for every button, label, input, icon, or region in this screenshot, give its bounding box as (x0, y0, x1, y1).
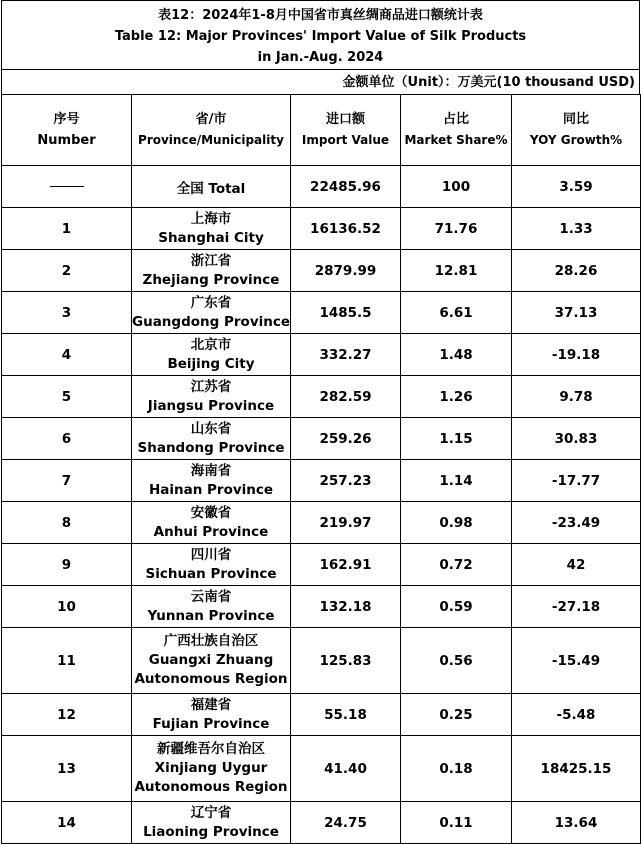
row-growth: 42 (512, 544, 641, 586)
province-en: Liaoning Province (143, 823, 279, 840)
row-import: 41.40 (291, 736, 401, 802)
table-row (2, 802, 641, 844)
row-number: 1 (2, 208, 132, 250)
province-en: Anhui Province (153, 523, 269, 540)
table-row (2, 628, 641, 694)
table-row (2, 460, 641, 502)
row-number: 2 (2, 250, 132, 292)
row-number: 7 (2, 460, 132, 502)
dash-mark (50, 186, 84, 187)
province-cn: 辽宁省 (190, 804, 232, 821)
province-en: Guangdong Province (132, 313, 291, 330)
province-cn: 广西壮族自治区 (163, 633, 259, 649)
province-cn: 云南省 (190, 588, 232, 605)
header-row (2, 95, 641, 166)
table-row (2, 250, 641, 292)
header-province-en: Province/Municipality (138, 133, 284, 147)
row-province (132, 586, 291, 628)
row-share: 1.15 (401, 418, 512, 460)
row-province (132, 250, 291, 292)
header-number-cn: 序号 (53, 112, 80, 127)
row-import: 125.83 (291, 628, 401, 694)
table-row (2, 736, 641, 802)
row-province (132, 376, 291, 418)
row-number: 3 (2, 292, 132, 334)
province-cn: 四川省 (190, 546, 232, 563)
row-share: 1.26 (401, 376, 512, 418)
province-en: Zhejiang Province (142, 271, 280, 288)
header-province-cn: 省/市 (195, 112, 227, 127)
row-share: 0.18 (401, 736, 512, 802)
province-cn: 山东省 (190, 420, 232, 437)
row-growth: 18425.15 (512, 736, 641, 802)
row-import: 55.18 (291, 694, 401, 736)
province-cn: 福建省 (190, 696, 232, 713)
row-growth: -27.18 (512, 586, 641, 628)
row-number: 12 (2, 694, 132, 736)
header-share-en: Market Share% (404, 133, 508, 147)
province-en: Yunnan Province (147, 607, 275, 624)
row-growth: -17.77 (512, 460, 641, 502)
row-number: 10 (2, 586, 132, 628)
row-province (132, 544, 291, 586)
row-province (132, 502, 291, 544)
province-en: Shandong Province (137, 439, 285, 456)
row-import: 16136.52 (291, 208, 401, 250)
row-province (132, 694, 291, 736)
row-growth: 30.83 (512, 418, 641, 460)
title-cn: 表12：2024年1-8月中国省市真丝绸商品进口额统计表 (158, 8, 483, 23)
province-cn: 新疆维吾尔自治区 (157, 741, 265, 757)
row-growth: -23.49 (512, 502, 641, 544)
province-en-line2: Autonomous Region (134, 779, 288, 795)
province-en: Guangxi Zhuang (148, 652, 274, 668)
row-number: 13 (2, 736, 132, 802)
row-share: 0.59 (401, 586, 512, 628)
header-import-en: Import Value (301, 133, 390, 147)
row-import: 132.18 (291, 586, 401, 628)
row-province (132, 292, 291, 334)
row-import: 259.26 (291, 418, 401, 460)
header-share-cn: 占比 (442, 112, 469, 127)
row-province (132, 628, 291, 694)
province-en: Hainan Province (148, 481, 274, 498)
row-growth: 1.33 (512, 208, 641, 250)
row-share: 6.61 (401, 292, 512, 334)
province-cn: 海南省 (190, 462, 232, 479)
total-row (2, 166, 641, 208)
row-number: 5 (2, 376, 132, 418)
total-import: 22485.96 (291, 166, 401, 208)
total-growth: 3.59 (512, 166, 641, 208)
row-share: 1.48 (401, 334, 512, 376)
total-share: 100 (401, 166, 512, 208)
table-row (2, 292, 641, 334)
row-province (132, 208, 291, 250)
row-import: 257.23 (291, 460, 401, 502)
header-number-en: Number (37, 133, 96, 148)
silk-import-table-sheet (1, 0, 640, 844)
row-growth: 13.64 (512, 802, 641, 844)
table-row (2, 334, 641, 376)
row-share: 71.76 (401, 208, 512, 250)
row-number: 8 (2, 502, 132, 544)
row-number: 9 (2, 544, 132, 586)
province-en: Sichuan Province (145, 565, 277, 582)
province-en: Shanghai City (158, 229, 264, 246)
row-import: 2879.99 (291, 250, 401, 292)
row-growth: -15.49 (512, 628, 641, 694)
row-growth: 28.26 (512, 250, 641, 292)
province-cn: 江苏省 (190, 378, 232, 395)
row-number: 14 (2, 802, 132, 844)
data-table (1, 94, 641, 844)
row-province (132, 418, 291, 460)
province-en: Jiangsu Province (147, 397, 275, 414)
header-growth (512, 95, 641, 166)
province-cn: 浙江省 (190, 252, 232, 269)
row-share: 0.56 (401, 628, 512, 694)
table-row (2, 586, 641, 628)
row-import: 282.59 (291, 376, 401, 418)
row-province (132, 802, 291, 844)
header-share (401, 95, 512, 166)
header-growth-cn: 同比 (562, 112, 589, 127)
row-growth: -19.18 (512, 334, 641, 376)
title-en-line1: Table 12: Major Provinces' Import Value of Silk Products (114, 29, 527, 44)
table-row (2, 418, 641, 460)
province-en-line2: Autonomous Region (134, 671, 288, 687)
row-share: 0.25 (401, 694, 512, 736)
row-province (132, 736, 291, 802)
row-number: 4 (2, 334, 132, 376)
province-cn: 安徽省 (190, 504, 232, 521)
row-number: 11 (2, 628, 132, 694)
row-growth: 9.78 (512, 376, 641, 418)
table-title (1, 0, 640, 69)
row-import: 24.75 (291, 802, 401, 844)
province-en: Fujian Province (152, 715, 270, 732)
total-label: 全国 Total (132, 166, 291, 208)
province-en: Xinjiang Uygur (154, 760, 268, 776)
row-share: 0.11 (401, 802, 512, 844)
row-province (132, 334, 291, 376)
header-import-cn: 进口额 (325, 112, 365, 127)
row-share: 12.81 (401, 250, 512, 292)
row-import: 1485.5 (291, 292, 401, 334)
row-share: 0.72 (401, 544, 512, 586)
title-en-line2: in Jan.-Aug. 2024 (257, 50, 384, 65)
province-cn: 广东省 (190, 294, 232, 311)
header-number (2, 95, 132, 166)
header-growth-en: YOY Growth% (529, 133, 623, 147)
table-row (2, 502, 641, 544)
row-number: 6 (2, 418, 132, 460)
total-dash (2, 166, 132, 208)
row-import: 219.97 (291, 502, 401, 544)
header-import (291, 95, 401, 166)
table-row (2, 208, 641, 250)
header-province (132, 95, 291, 166)
unit-label: 金额单位（Unit）：万美元(10 thousand USD) (1, 69, 640, 94)
row-growth: -5.48 (512, 694, 641, 736)
province-cn: 北京市 (190, 336, 232, 353)
table-row (2, 376, 641, 418)
row-province (132, 460, 291, 502)
row-import: 162.91 (291, 544, 401, 586)
province-cn: 上海市 (190, 210, 232, 227)
table-row (2, 544, 641, 586)
row-growth: 37.13 (512, 292, 641, 334)
table-row (2, 694, 641, 736)
row-share: 1.14 (401, 460, 512, 502)
row-import: 332.27 (291, 334, 401, 376)
row-share: 0.98 (401, 502, 512, 544)
province-en: Beijing City (167, 355, 255, 372)
